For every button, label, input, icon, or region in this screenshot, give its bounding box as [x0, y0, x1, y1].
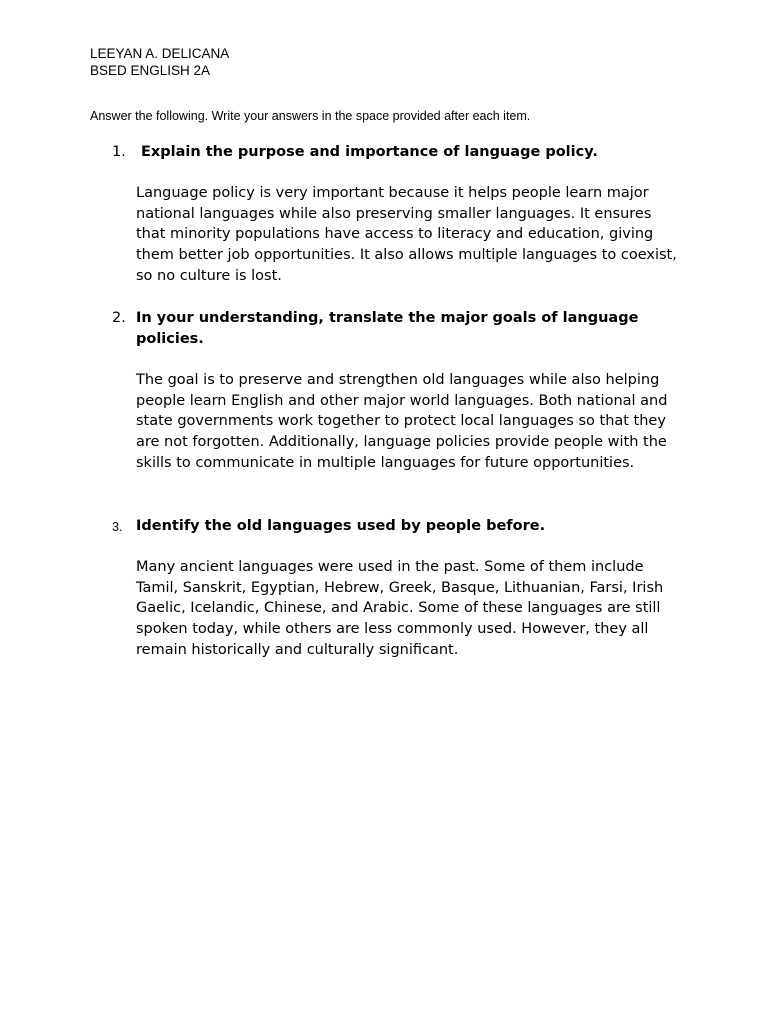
answer-text: Language policy is very important because it helps people learn major national languages while also preserving smaller languages. It ensures that minority populations have access to literacy and education, giving them better job opportunities. It also allows multiple languages to coexist, so no culture is lost. [136, 185, 677, 284]
student-name: LEEYAN A. DELICANA [90, 46, 230, 61]
item-number: 3. [112, 520, 123, 534]
question-text: In your understanding, translate the major goals of language policies. [136, 310, 639, 347]
student-section: BSED ENGLISH 2A [90, 63, 211, 78]
question-text: Identify the old languages used by people before. [136, 518, 546, 534]
answer-text: The goal is to preserve and strengthen old languages while also helping people learn English and other major world languages. Both national and state governments work together to protect local languages so that they are not forgotten. Additionally, language policies provide people with the skills to communicate in multiple languages for future opportunities. [136, 372, 668, 471]
item-number: 1. [112, 144, 126, 160]
student-header [90, 45, 229, 79]
instructions: Answer the following. Write your answers in the space provided after each item. [90, 109, 531, 123]
item-number: 2. [112, 310, 126, 326]
answer-text: Many ancient languages were used in the past. Some of them include Tamil, Sanskrit, Egyptian, Hebrew, Greek, Basque, Lithuanian, Farsi, Irish Gaelic, Icelandic, Chinese, and Arabic. Some of these languages are still spoken today, while others are less commonly used. However, they all remain historically and culturally significant. [136, 559, 664, 658]
question-text: Explain the purpose and importance of language policy. [141, 144, 598, 160]
